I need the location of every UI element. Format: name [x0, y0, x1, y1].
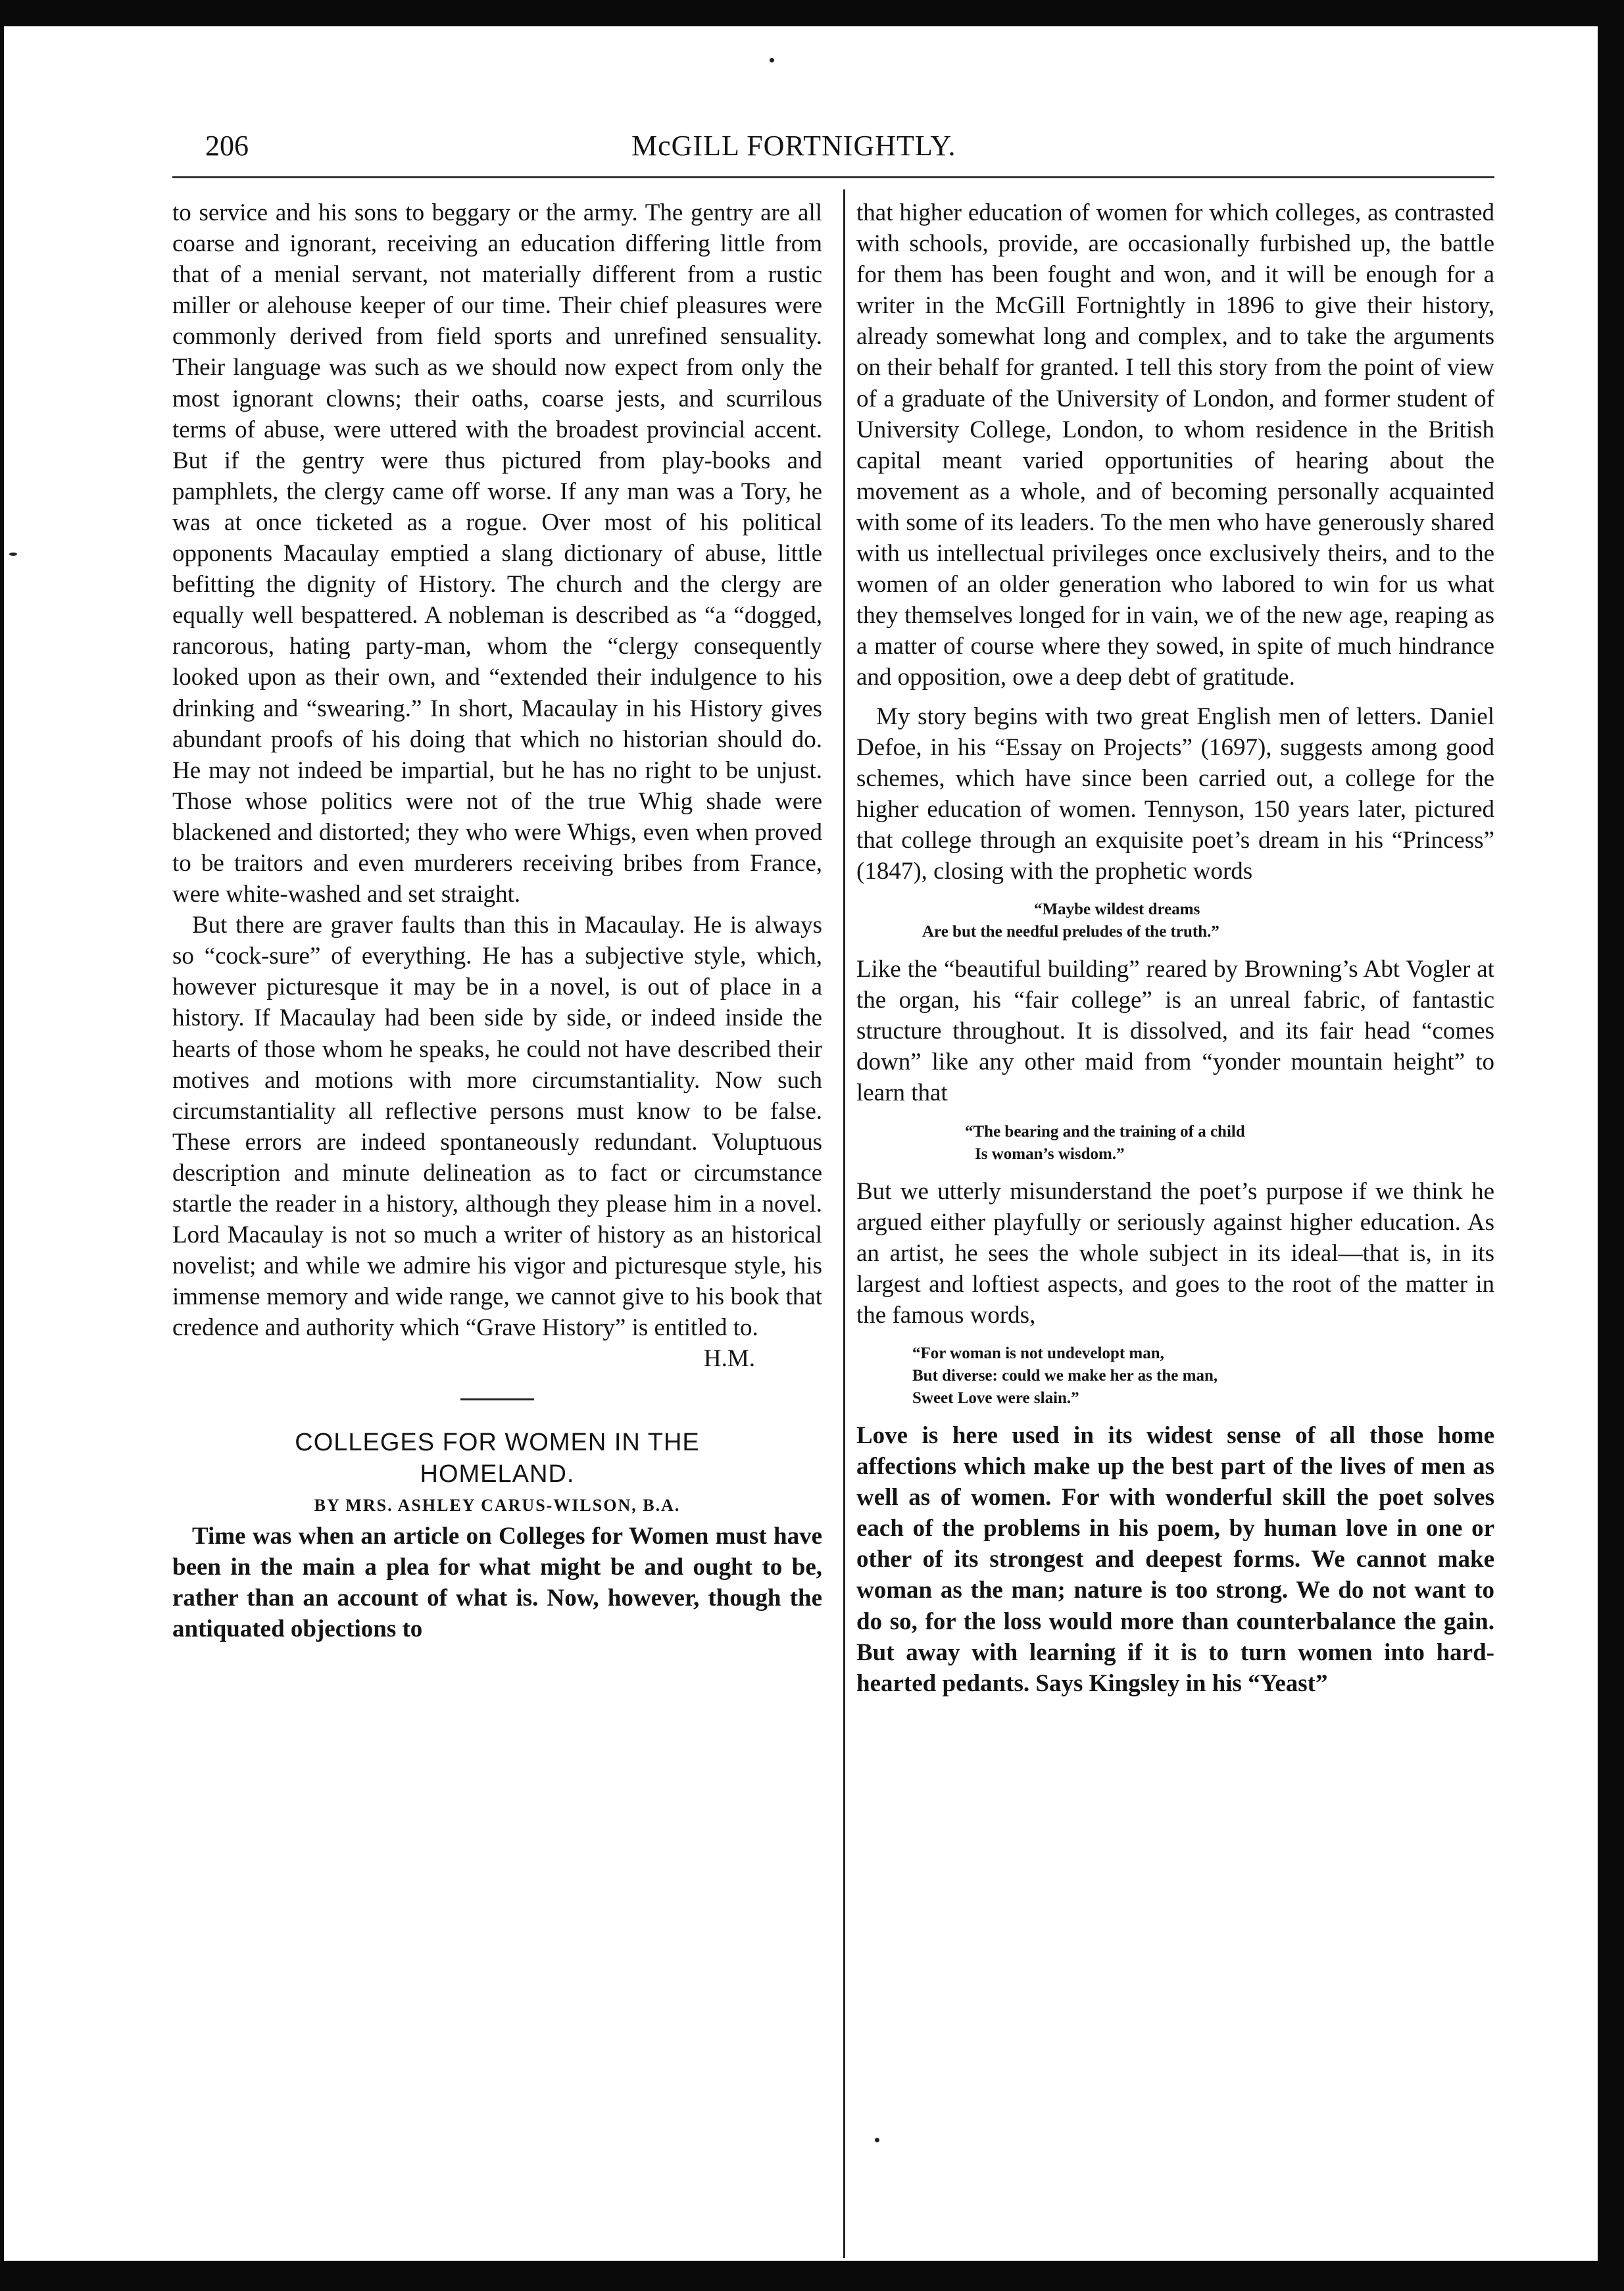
- article-title-line: HOMELAND.: [420, 1460, 575, 1488]
- header-rule: [172, 176, 1494, 178]
- quote-line: Sweet Love were slain.”: [912, 1389, 1079, 1407]
- author-signature: H.M.: [703, 1345, 755, 1373]
- section-divider: [460, 1398, 534, 1400]
- quote-line: “The bearing and the training of a child: [965, 1122, 1245, 1141]
- scan-border-left: [0, 0, 4, 2291]
- paragraph: My story begins with two great English men of letters. Daniel Defoe, in his “Essay on Projects” (1697), suggests among good schemes, which have since been carried out, a college for the higher education of women. Tennyson, 150 years later, pictured that college through an exquisite poet’s dream in his “Princess” (1847), closing with the prophetic words: [856, 702, 1494, 885]
- article-title-line: COLLEGES FOR WOMEN IN THE: [295, 1428, 700, 1456]
- poetry-quote: [856, 1343, 1494, 1410]
- quote-line: Are but the needful preludes of the truth.”: [922, 923, 1219, 941]
- quote-line: But diverse: could we make her as the man,: [912, 1367, 1218, 1385]
- paragraph: Love is here used in its widest sense of all those home affections which make up the best part of the lives of men as well as of women. For with wonderful skill the poet solves each of the problems in his poem, by human love in one or other of its strongest and deepest forms. We cannot make woman as the man; nature is too strong. We do not want to do so, for the loss would more than counterbalance the gain. But away with learning if it is to turn women into hard-hearted pedants. Says Kingsley in his “Yeast”: [856, 1422, 1494, 1697]
- scan-speck: [9, 553, 17, 556]
- right-column: [856, 197, 1494, 1699]
- scan-speck: [770, 58, 774, 62]
- quote-line: “Maybe wildest dreams: [1034, 900, 1200, 919]
- byline: BY MRS. ASHLEY CARUS-WILSON, B.A.: [314, 1495, 681, 1515]
- quote-line: “For woman is not undevelopt man,: [912, 1344, 1164, 1362]
- quote-line: Is woman’s wisdom.”: [975, 1145, 1125, 1163]
- scan-border-right: [1598, 0, 1624, 2291]
- scan-border-top: [0, 0, 1624, 26]
- paragraph: to service and his sons to beggary or the army. The gentry are all coarse and ignorant, receiving an education differing little from that of a menial servant, not materially different from a rustic miller or alehouse keeper of our time. Their chief pleasures were commonly derived from field sports and unrefined sensuality. Their language was such as we should now expect from only the most ignorant clowns; their oaths, coarse jests, and scurrilous terms of abuse, were uttered with the broadest provincial accent. But if the gentry were thus pictured from play-books and pamphlets, the clergy came off worse. If any man was a Tory, he was at once ticketed as a rogue. Over most of his political opponents Macaulay emptied a slang dictionary of abuse, little befitting the dignity of History. The church and the clergy are equally well bespattered. A nobleman is described as “a “dogged, rancorous, hating party-man, whom the “clergy consequently looked upon as their own, and “extended their indulgence to his drinking and “swearing.” In short, Macaulay in his History gives abundant proofs of his doing that which no historian should do. He may not indeed be impartial, but he has no right to be unjust. Those whose politics were not of the true Whig shade were blackened and distorted; they who were Whigs, even when proved to be traitors and even murderers receiving bribes from France, were white-washed and set straight.: [172, 199, 822, 908]
- page-number: 206: [205, 130, 249, 162]
- paragraph: Time was when an article on Colleges for Women must have been in the main a plea for what might be and ought to be, rather than an account of what is. Now, however, though the antiquated objections to: [172, 1522, 822, 1642]
- scan-speck: [875, 2138, 879, 2142]
- poetry-quote: [856, 1121, 1494, 1166]
- scan-border-bottom: [0, 2261, 1624, 2291]
- running-head: McGILL FORTNIGHTLY.: [631, 130, 956, 162]
- paragraph: that higher education of women for which colleges, as contrasted with schools, provide, are occasionally furbished up, the battle for them has been fought and won, and it will be enough for a writer in the McGill Fortnightly in 1896 to give their history, already somewhat long and complex, and to take the arguments on their behalf for granted. I tell this story from the point of view of a graduate of the University of London, and former student of University College, London, to whom residence in the British capital meant varied opportunities of hearing about the movement as a whole, and of becoming personally acquainted with some of its leaders. To the men who have generously shared with us intellectual privileges once exclusively theirs, and to the women of an older generation who labored to win for us what they themselves longed for in vain, we of the new age, reaping as a matter of course where they sowed, in spite of much hindrance and opposition, owe a deep debt of gratitude.: [856, 199, 1494, 691]
- poetry-quote: [856, 899, 1494, 943]
- paragraph: But there are graver faults than this in Macaulay. He is always so “cock-sure” of everything. He has a subjective style, which, however picturesque it may be in a novel, is out of place in a history. If Macaulay had been side by side, or indeed inside the hearts of those whom he speaks, he could not have described their motives and motions with more circumstantiality. Now such circumstantiality all reflective persons must know to be false. These errors are indeed spontaneously redundant. Voluptuous description and minute delineation as to fact or circumstance startle the reader in a history, although they please him in a novel. Lord Macaulay is not so much a writer of history as an historical novelist; and while we admire his vigor and picturesque style, his immense memory and wide range, we cannot give to his book that credence and authority which “Grave History” is entitled to.: [172, 912, 822, 1342]
- left-column: [172, 197, 822, 1644]
- paragraph: Like the “beautiful building” reared by Browning’s Abt Vogler at the organ, his “fair college” is an unreal fabric, of fantastic structure throughout. It is dissolved, and its fair head “comes down” like any other maid from “yonder mountain height” to learn that: [856, 956, 1494, 1107]
- column-separator: [843, 189, 845, 2258]
- paragraph: But we utterly misunderstand the poet’s purpose if we think he argued either playfully or seriously against higher education. As an artist, he sees the whole subject in its ideal—that is, in its largest and loftiest aspects, and goes to the root of the matter in the famous words,: [856, 1177, 1494, 1329]
